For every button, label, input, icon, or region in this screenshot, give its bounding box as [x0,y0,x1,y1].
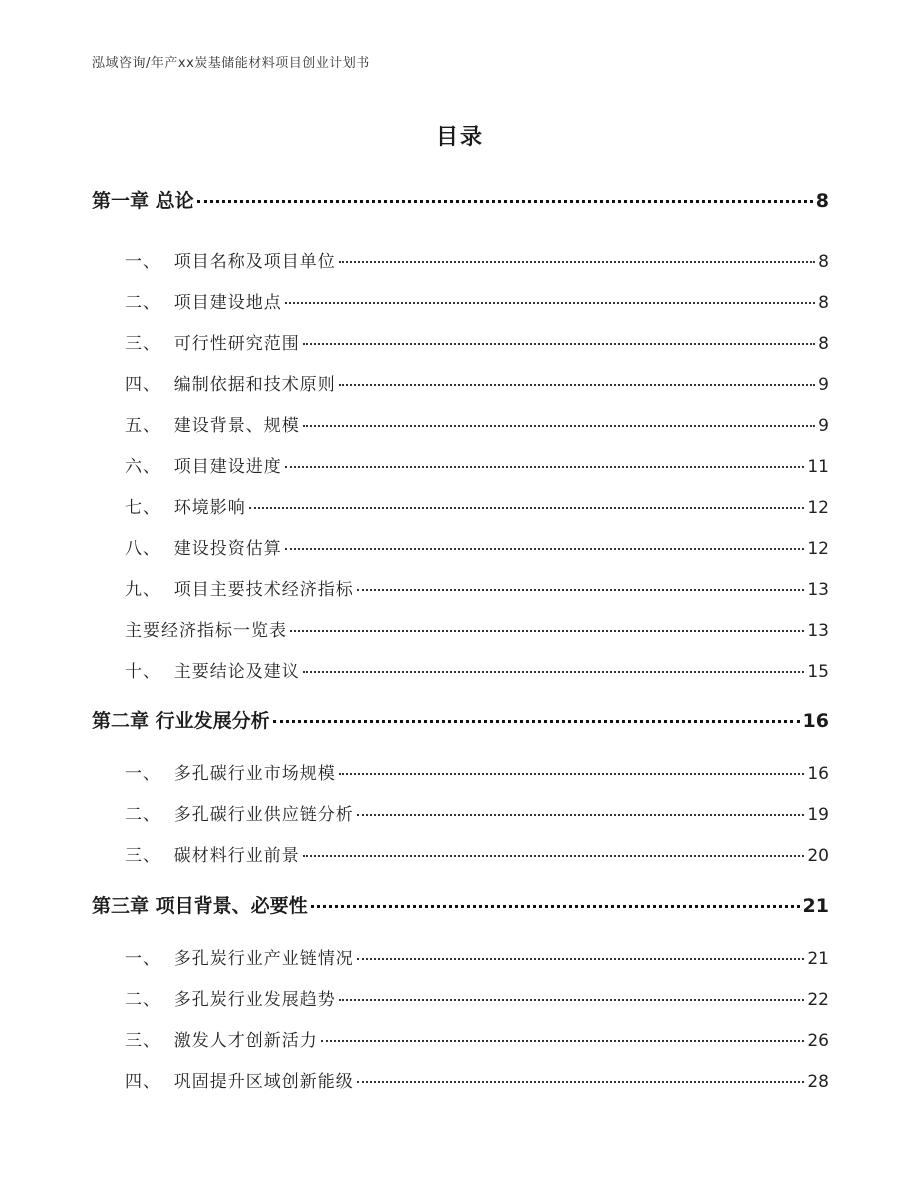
toc-entry-label: 五、 建设背景、规模 [125,416,300,436]
toc-entry-chapter-1[interactable] [92,186,829,213]
toc-entry[interactable] [125,944,829,969]
toc-entry-page: 12 [807,498,829,518]
toc-entry-page: 20 [807,846,829,866]
toc-entry[interactable] [125,247,829,272]
toc-leader-dots [285,302,815,304]
toc-entry-page: 21 [807,949,829,969]
toc-entry-label: 八、 建设投资估算 [125,539,282,559]
toc-entry[interactable] [125,575,829,600]
toc-entry-page: 16 [802,710,829,732]
toc-entry-page: 9 [818,375,829,395]
toc-entry-page: 13 [807,580,829,600]
toc-entry-page: 11 [807,457,829,477]
toc-entry[interactable] [125,759,829,784]
toc-leader-dots [311,905,800,908]
toc-entry[interactable] [125,657,829,682]
toc-entry[interactable] [125,616,829,641]
toc-entry-label: 三、 碳材料行业前景 [125,846,300,866]
toc-entry-page: 21 [802,895,829,917]
toc-entry-label: 主要经济指标一览表 [125,621,287,641]
toc-entry-label: 三、 激发人才创新活力 [125,1031,318,1051]
toc-entry-label: 六、 项目建设进度 [125,457,282,477]
toc-entry[interactable] [125,800,829,825]
toc-entry-label: 二、 多孔炭行业发展趋势 [125,990,336,1010]
toc-entry-page: 15 [807,662,829,682]
page-header: 泓域咨询/年产xx炭基储能材料项目创业计划书 [92,56,370,71]
toc-entry[interactable] [125,493,829,518]
toc-leader-dots [303,425,815,427]
toc-entry[interactable] [125,370,829,395]
toc-entry[interactable] [125,534,829,559]
toc-leader-dots [290,630,804,632]
toc-leader-dots [303,671,805,673]
toc-leader-dots [285,548,805,550]
toc-entry-label: 第二章 行业发展分析 [92,710,270,732]
toc-entry-label: 十、 主要结论及建议 [125,662,300,682]
toc-leader-dots [249,507,805,509]
toc-entry-page: 8 [818,334,829,354]
toc-entry[interactable] [125,841,829,866]
toc-leader-dots [339,999,805,1001]
toc-entry-label: 三、 可行性研究范围 [125,334,300,354]
toc-entry-page: 13 [807,621,829,641]
toc-entry-page: 9 [818,416,829,436]
toc-leader-dots [339,261,815,263]
toc-entry-label: 九、 项目主要技术经济指标 [125,580,354,600]
toc-entry[interactable] [125,329,829,354]
toc-entry-chapter-3[interactable] [92,891,829,918]
toc-leader-dots [197,200,813,203]
toc-entry[interactable] [125,411,829,436]
toc-entry-label: 四、 巩固提升区域创新能级 [125,1072,354,1092]
toc-entry[interactable] [125,452,829,477]
toc-entry-page: 8 [818,252,829,272]
toc-entry[interactable] [125,1067,829,1092]
toc-leader-dots [357,814,805,816]
toc-entry-label: 七、 环境影响 [125,498,246,518]
toc-entry-label: 二、 项目建设地点 [125,293,282,313]
toc-entry-label: 四、 编制依据和技术原则 [125,375,336,395]
toc-entry[interactable] [125,288,829,313]
toc-entry-page: 12 [807,539,829,559]
toc-entry[interactable] [125,1026,829,1051]
toc-entry-label: 二、 多孔碳行业供应链分析 [125,805,354,825]
toc-entry-page: 26 [807,1031,829,1051]
toc-entry[interactable] [125,985,829,1010]
toc-entry-label: 第一章 总论 [92,190,194,212]
toc-entry-page: 8 [818,293,829,313]
page-title: 目录 [435,125,484,150]
toc-leader-dots [357,1081,805,1083]
toc-entry-chapter-2[interactable] [92,706,829,733]
toc-entry-label: 一、 多孔碳行业市场规模 [125,764,336,784]
toc-leader-dots [339,773,805,775]
toc-leader-dots [357,958,805,960]
toc-entry-page: 8 [815,190,829,212]
toc-leader-dots [339,384,815,386]
toc-entry-page: 19 [807,805,829,825]
toc-leader-dots [303,343,815,345]
toc-entry-page: 28 [807,1072,829,1092]
toc-entry-page: 16 [807,764,829,784]
toc-leader-dots [321,1040,805,1042]
toc-leader-dots [303,855,805,857]
toc-entry-label: 一、 多孔炭行业产业链情况 [125,949,354,969]
toc-leader-dots [273,720,800,723]
toc-entry-label: 一、 项目名称及项目单位 [125,252,336,272]
toc-leader-dots [357,589,805,591]
toc-entry-page: 22 [807,990,829,1010]
toc-leader-dots [285,466,805,468]
toc-entry-label: 第三章 项目背景、必要性 [92,895,308,917]
